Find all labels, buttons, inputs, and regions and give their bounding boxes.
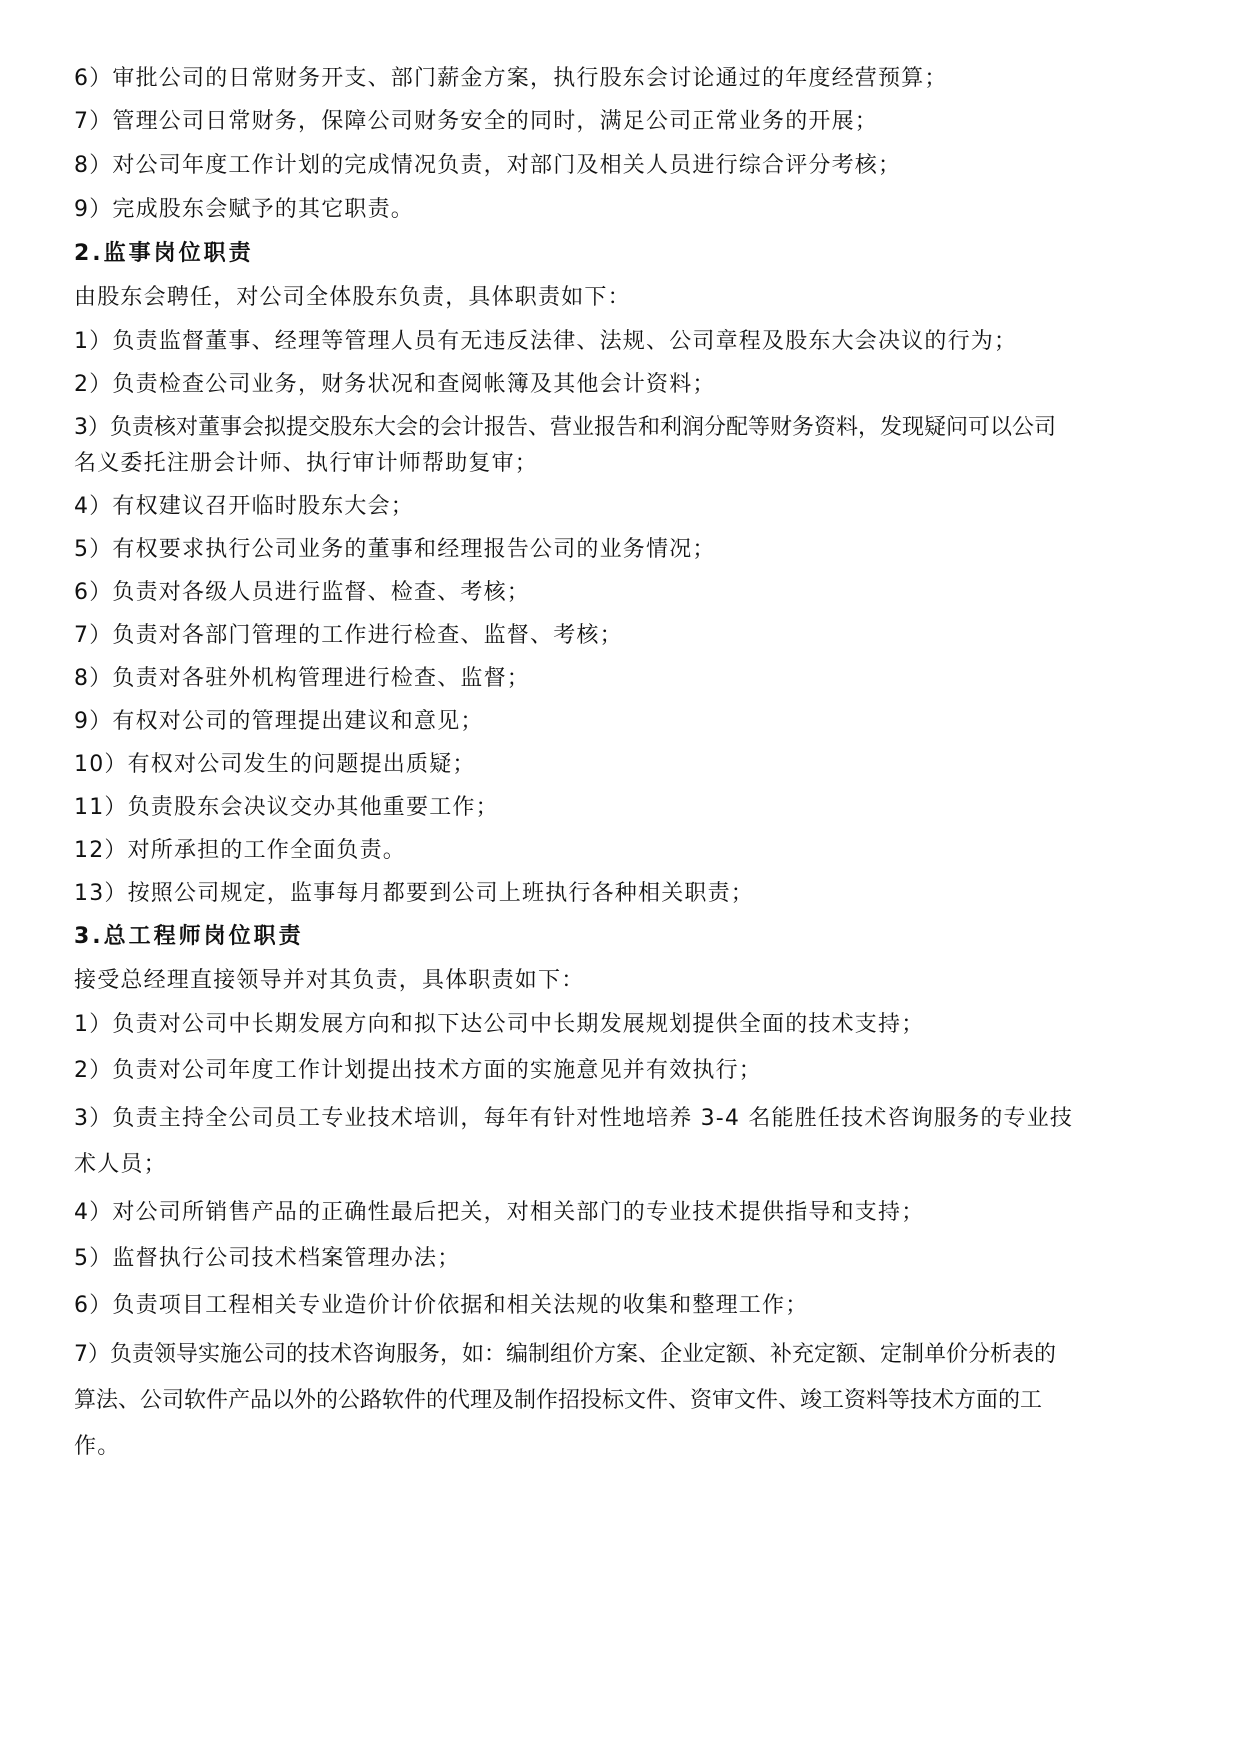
section-heading: 2.监事岗位职责	[74, 241, 254, 266]
paragraph-line: 6）负责项目工程相关专业造价计价依据和相关法规的收集和整理工作；	[74, 1293, 809, 1318]
paragraph-line: 3）负责核对董事会拟提交股东大会的会计报告、营业报告和利润分配等财务资料，发现疑问可以公司	[74, 415, 1057, 440]
paragraph-line: 9）有权对公司的管理提出建议和意见；	[74, 709, 484, 734]
paragraph-line: 4）有权建议召开临时股东大会；	[74, 494, 414, 519]
paragraph-line: 4）对公司所销售产品的正确性最后把关，对相关部门的专业技术提供指导和支持；	[74, 1200, 925, 1225]
paragraph-line: 2）负责检查公司业务，财务状况和查阅帐簿及其他会计资料；	[74, 372, 716, 397]
paragraph-line: 作。	[74, 1434, 121, 1459]
section-intro: 由股东会聘任，对公司全体股东负责，具体职责如下：	[74, 285, 631, 310]
paragraph-line: 12）对所承担的工作全面负责。	[74, 838, 406, 863]
paragraph-line: 6）审批公司的日常财务开支、部门薪金方案，执行股东会讨论通过的年度经营预算；	[74, 66, 948, 91]
paragraph-line: 8）负责对各驻外机构管理进行检查、监督；	[74, 666, 530, 691]
paragraph-line: 3）负责主持全公司员工专业技术培训，每年有针对性地培养 3-4 名能胜任技术咨询服务的专业技	[74, 1106, 1074, 1131]
section-intro: 接受总经理直接领导并对其负责，具体职责如下：	[74, 968, 585, 993]
paragraph-line: 10）有权对公司发生的问题提出质疑；	[74, 752, 476, 777]
paragraph-line: 1）负责监督董事、经理等管理人员有无违反法律、法规、公司章程及股东大会决议的行为；	[74, 329, 1018, 354]
paragraph-line: 术人员；	[74, 1152, 167, 1177]
paragraph-line: 7）负责对各部门管理的工作进行检查、监督、考核；	[74, 623, 623, 648]
paragraph-line: 5）有权要求执行公司业务的董事和经理报告公司的业务情况；	[74, 537, 716, 562]
paragraph-line: 8）对公司年度工作计划的完成情况负责，对部门及相关人员进行综合评分考核；	[74, 153, 902, 178]
paragraph-line: 6）负责对各级人员进行监督、检查、考核；	[74, 580, 530, 605]
paragraph-line: 1）负责对公司中长期发展方向和拟下达公司中长期发展规划提供全面的技术支持；	[74, 1012, 925, 1037]
paragraph-line: 7）负责领导实施公司的技术咨询服务，如：编制组价方案、企业定额、补充定额、定制单价分析表的	[74, 1342, 1057, 1367]
section-heading: 3.总工程师岗位职责	[74, 924, 304, 949]
paragraph-line: 名义委托注册会计师、执行审计师帮助复审；	[74, 451, 539, 476]
paragraph-line: 2）负责对公司年度工作计划提出技术方面的实施意见并有效执行；	[74, 1058, 762, 1083]
paragraph-line: 5）监督执行公司技术档案管理办法；	[74, 1246, 461, 1271]
paragraph-line: 13）按照公司规定，监事每月都要到公司上班执行各种相关职责；	[74, 881, 754, 906]
paragraph-line: 9）完成股东会赋予的其它职责。	[74, 197, 414, 222]
paragraph-line: 11）负责股东会决议交办其他重要工作；	[74, 795, 499, 820]
paragraph-line: 7）管理公司日常财务，保障公司财务安全的同时，满足公司正常业务的开展；	[74, 109, 878, 134]
paragraph-line: 算法、公司软件产品以外的公路软件的代理及制作招投标文件、资审文件、竣工资料等技术方面的工	[74, 1388, 1043, 1413]
